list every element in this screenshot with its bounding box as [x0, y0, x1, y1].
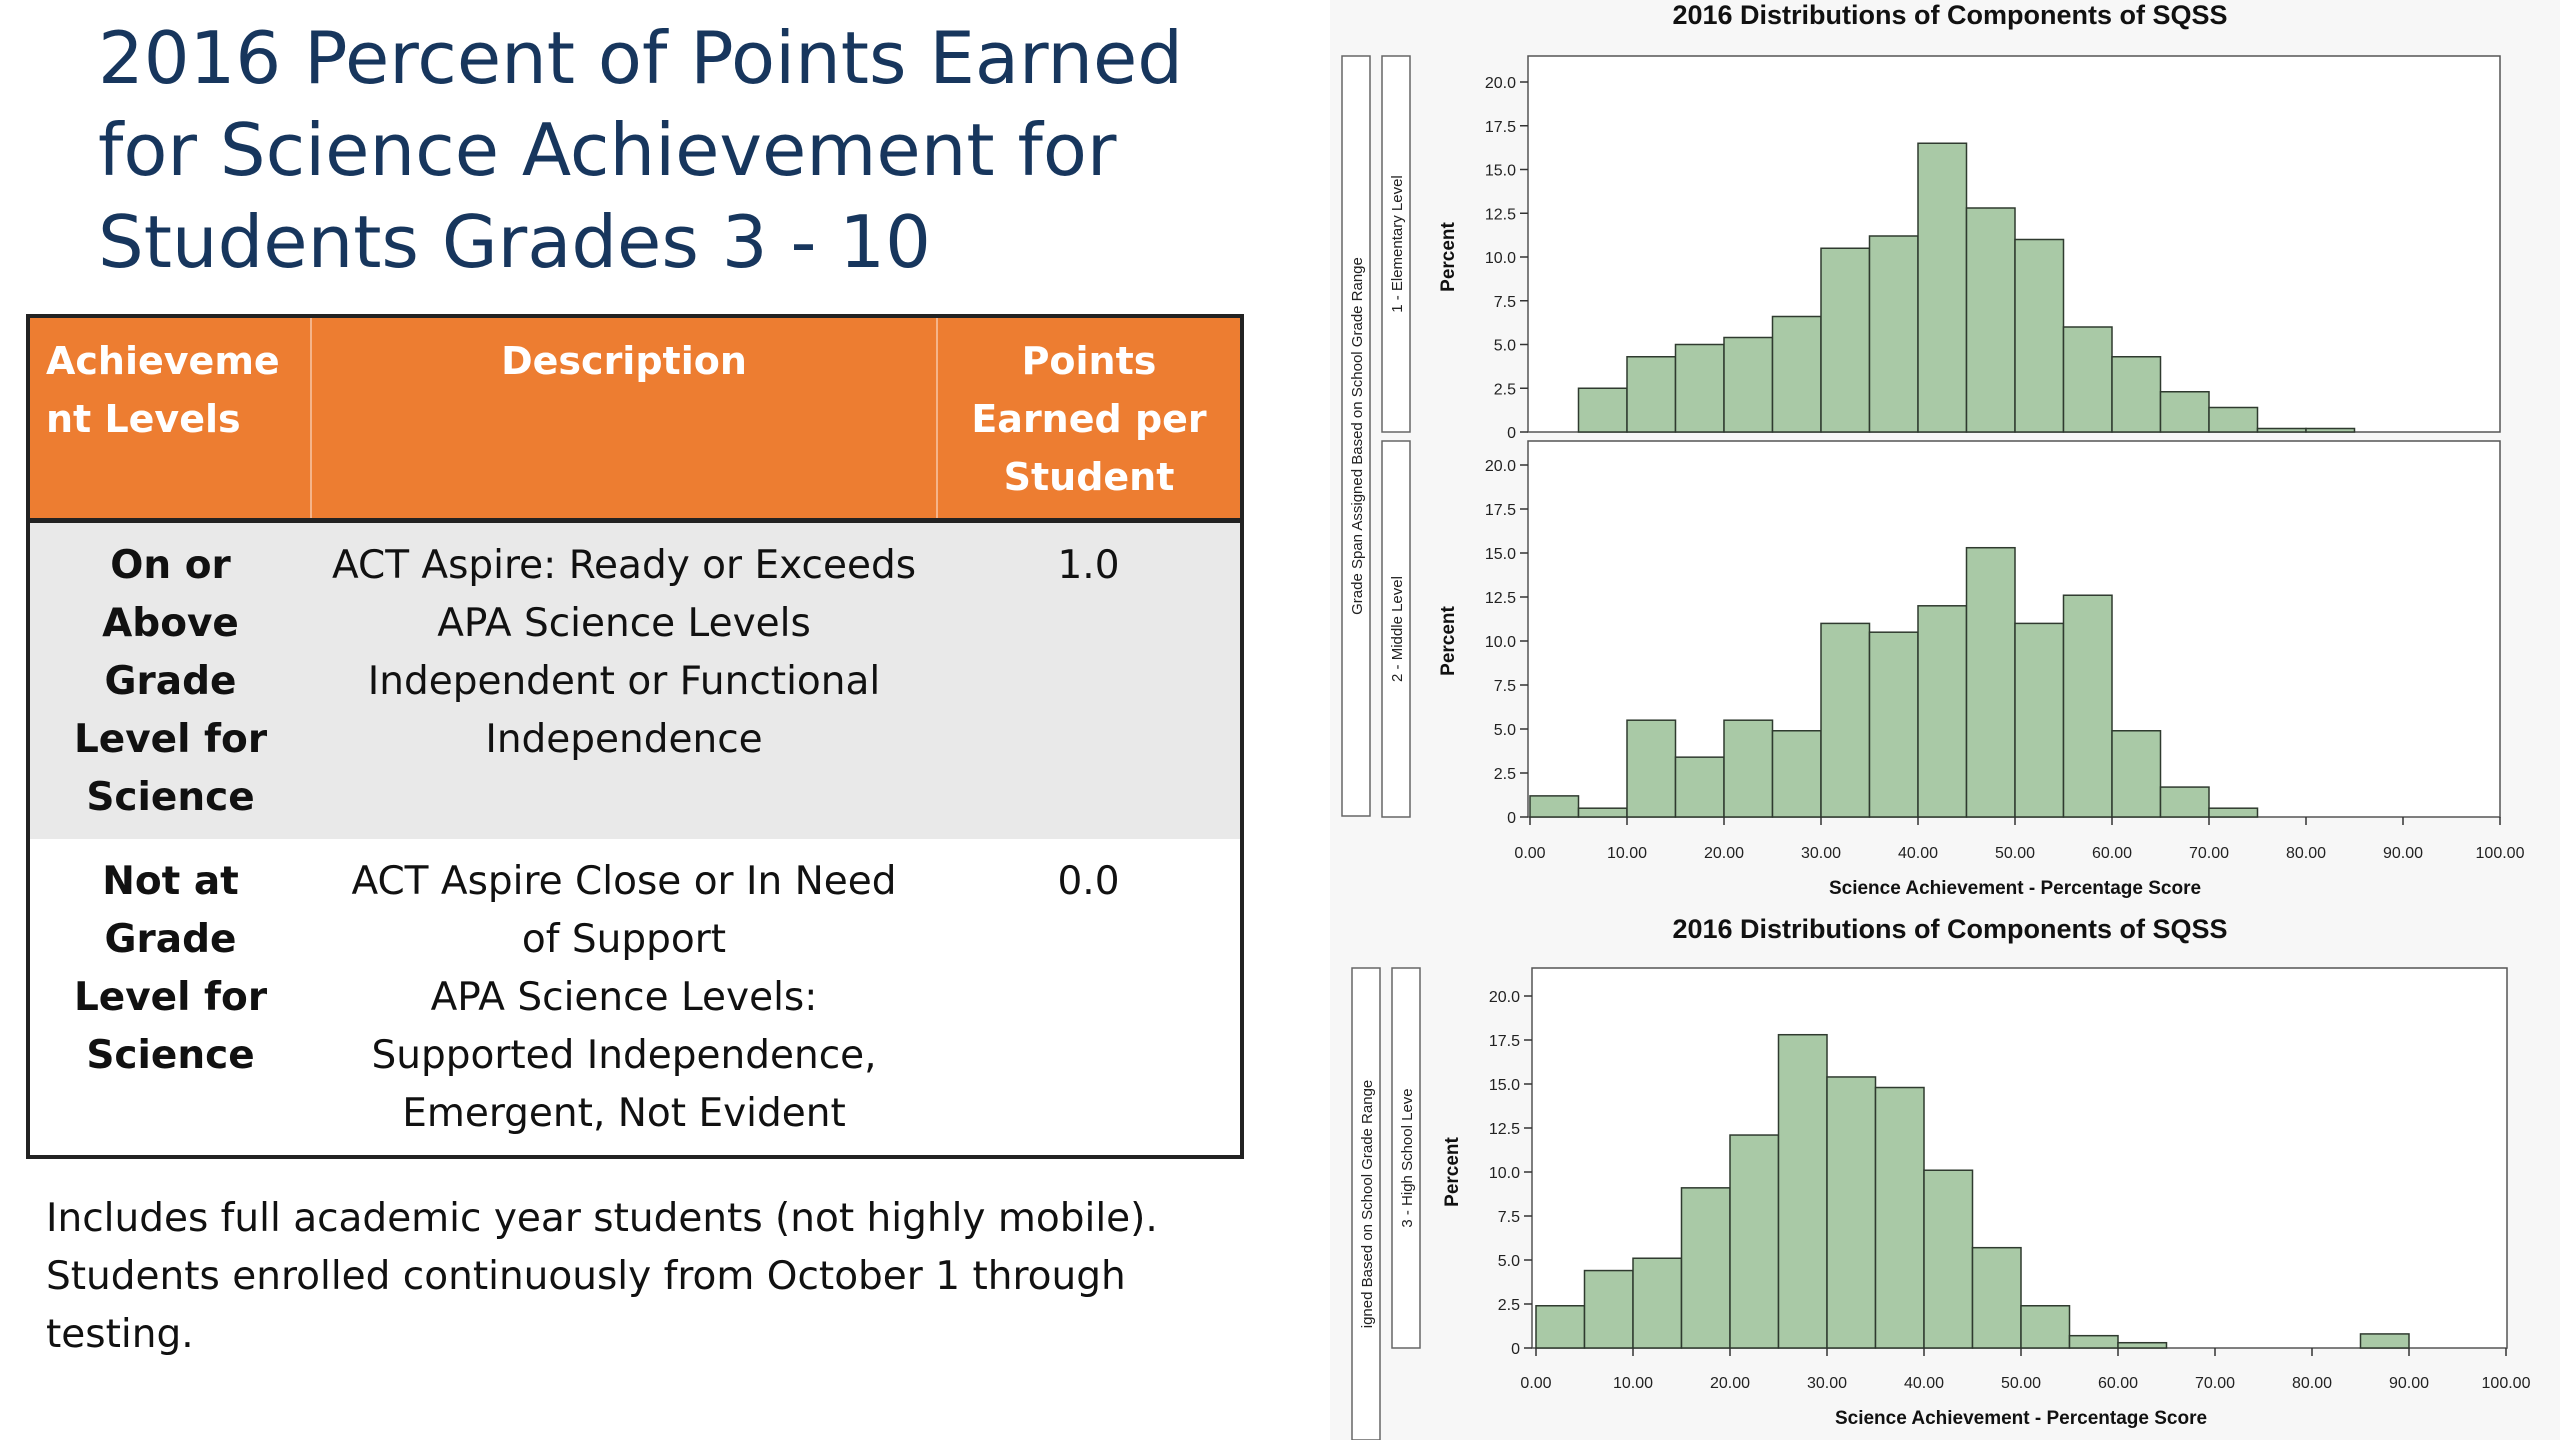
histogram-charts — [1330, 0, 2560, 1440]
description-line: Emergent, Not Evident — [402, 1091, 846, 1136]
y-tick-label: 20.0 — [1484, 458, 1516, 475]
histogram-bar — [2112, 357, 2161, 432]
y-tick-label: 7.5 — [1493, 678, 1516, 695]
histogram-bar — [2015, 240, 2064, 433]
y-tick-label: 17.5 — [1488, 1033, 1520, 1050]
achievement-levels-table — [26, 314, 1244, 1159]
x-tick-label: 70.00 — [2188, 845, 2230, 862]
x-tick-label: 90.00 — [2388, 1375, 2430, 1392]
histogram-bar — [2015, 623, 2064, 817]
histogram-bar — [1682, 1188, 1731, 1348]
y-tick-label: 15.0 — [1484, 162, 1516, 180]
histogram-bar — [1773, 731, 1822, 817]
histogram-bar — [1633, 1258, 1682, 1348]
level-cell: On or Above Grade Level for Science — [28, 521, 311, 840]
x-tick-label: 30.00 — [1806, 1375, 1848, 1392]
x-tick-label: 80.00 — [2285, 845, 2327, 862]
histogram-bar — [1967, 208, 2016, 432]
histogram-bar — [2070, 1336, 2119, 1348]
points-cell: 1.0 — [937, 521, 1242, 840]
histogram-bar — [1585, 1271, 1634, 1348]
footnote-line-3: testing. — [46, 1312, 194, 1357]
description-line: ACT Aspire: Ready or Exceeds — [331, 543, 917, 588]
histogram-bar — [1924, 1170, 1973, 1348]
x-tick-label: 100.00 — [2475, 845, 2525, 862]
histogram-bar — [1870, 632, 1919, 817]
chart-title: 2016 Distributions of Components of SQSS — [1672, 0, 2228, 30]
histogram-bar — [1967, 548, 2016, 817]
y-axis-label: Percent — [1438, 222, 1459, 292]
histogram-bar — [1676, 757, 1725, 817]
histogram-bar — [1724, 338, 1773, 433]
title-line-2: for Science Achievement for — [98, 108, 1117, 192]
y-tick-label: 0 — [1511, 1341, 1520, 1358]
y-tick-label: 2.5 — [1493, 381, 1516, 399]
footnote-line-2: Students enrolled continuously from October 1 through — [46, 1254, 1126, 1299]
y-tick-label: 10.0 — [1484, 250, 1516, 267]
histogram-bar — [1536, 1306, 1585, 1348]
table-header-row — [28, 316, 1242, 521]
y-tick-label: 15.0 — [1484, 546, 1516, 563]
histogram-bar — [2064, 327, 2113, 432]
histogram-bar — [2258, 429, 2307, 433]
description-cell — [311, 521, 937, 840]
y-tick-label: 5.0 — [1497, 1253, 1520, 1270]
title-line-1: 2016 Percent of Points Earned — [98, 16, 1183, 100]
panel-label: 1 - Elementary Level — [1389, 175, 1406, 313]
histogram-bar — [1579, 808, 1628, 817]
footnote-line-1: Includes full academic year students (not highly mobile). — [46, 1196, 1158, 1241]
histogram-bar — [1876, 1088, 1925, 1348]
y-tick-label: 17.5 — [1484, 118, 1516, 136]
y-tick-label: 2.5 — [1497, 1297, 1520, 1314]
x-tick-label: 40.00 — [1897, 845, 1939, 862]
histogram-bar — [1779, 1035, 1828, 1348]
header-points-earned: Points Earned per Student — [937, 316, 1242, 521]
y-tick-label: 7.5 — [1497, 1209, 1520, 1226]
y-axis-label: Percent — [1438, 606, 1459, 676]
histogram-bar — [1676, 345, 1725, 433]
header-achievement-levels: Achieveme nt Levels — [28, 316, 311, 521]
y-tick-label: 15.0 — [1488, 1077, 1520, 1094]
x-axis-label: Science Achievement - Percentage Score — [1828, 878, 2202, 899]
y-tick-label: 12.5 — [1484, 590, 1516, 607]
x-tick-label: 30.00 — [1800, 845, 1842, 862]
histogram-bar — [1730, 1135, 1779, 1348]
y-tick-label: 12.5 — [1484, 206, 1516, 224]
y-tick-label: 12.5 — [1488, 1121, 1520, 1138]
y-tick-label: 10.0 — [1488, 1165, 1520, 1182]
y-tick-label: 17.5 — [1484, 502, 1516, 519]
histogram-bar — [2021, 1306, 2070, 1348]
chart-title: 2016 Distributions of Components of SQSS — [1672, 914, 2228, 944]
x-tick-label: 0.00 — [1520, 1375, 1552, 1392]
y-tick-label: 10.0 — [1484, 634, 1516, 651]
histogram-bar — [2064, 595, 2113, 817]
header-description: Description — [311, 316, 937, 521]
table-row — [28, 839, 1242, 1157]
x-tick-label: 60.00 — [2091, 845, 2133, 862]
y-tick-label: 5.0 — [1493, 722, 1516, 739]
histogram-bar — [1973, 1248, 2022, 1348]
x-tick-label: 20.00 — [1703, 845, 1745, 862]
panel-label: 3 - High School Leve — [1399, 1088, 1416, 1228]
histogram-bar — [2209, 408, 2258, 433]
y-tick-label: 2.5 — [1493, 766, 1516, 783]
x-tick-label: 10.00 — [1612, 1375, 1654, 1392]
x-axis-label: Science Achievement - Percentage Score — [1834, 1408, 2208, 1429]
description-line: APA Science Levels: — [430, 975, 818, 1020]
x-tick-label: 60.00 — [2097, 1375, 2139, 1392]
y-axis-label: Percent — [1442, 1137, 1463, 1207]
outer-strip-label: Grade Span Assigned Based on School Grade Range — [1349, 257, 1366, 615]
histogram-bar — [2306, 429, 2355, 433]
histogram-bar — [1918, 143, 1967, 432]
histogram-bar — [1827, 1077, 1876, 1348]
description-line: of Support — [521, 917, 727, 962]
histogram-bar — [2361, 1334, 2410, 1348]
x-tick-label: 90.00 — [2382, 845, 2424, 862]
slide-title — [98, 12, 1298, 288]
x-tick-label: 80.00 — [2291, 1375, 2333, 1392]
histogram-bar — [2209, 808, 2258, 817]
x-tick-label: 20.00 — [1709, 1375, 1751, 1392]
y-tick-label: 20.0 — [1488, 989, 1520, 1006]
histogram-bar — [1579, 388, 1628, 432]
description-line: Independent or Functional — [367, 659, 881, 704]
histogram-bar — [2112, 731, 2161, 817]
x-tick-label: 50.00 — [1994, 845, 2036, 862]
x-tick-label: 70.00 — [2194, 1375, 2236, 1392]
histogram-bar — [2118, 1343, 2167, 1348]
description-line: ACT Aspire Close or In Need — [351, 859, 897, 904]
title-line-3: Students Grades 3 - 10 — [98, 200, 931, 284]
histogram-bar — [1627, 720, 1676, 817]
x-tick-label: 0.00 — [1514, 845, 1546, 862]
histogram-bar — [1870, 236, 1919, 432]
y-tick-label: 20.0 — [1484, 75, 1516, 92]
description-line: Independence — [485, 717, 763, 762]
table-row — [28, 521, 1242, 840]
histogram-bar — [1773, 317, 1822, 433]
level-cell: Not at Grade Level for Science — [28, 839, 311, 1157]
histogram-bar — [1627, 357, 1676, 432]
y-tick-label: 0 — [1507, 425, 1516, 442]
histogram-bar — [1821, 248, 1870, 432]
x-tick-label: 10.00 — [1606, 845, 1648, 862]
points-cell: 0.0 — [937, 839, 1242, 1157]
x-tick-label: 40.00 — [1903, 1375, 1945, 1392]
x-tick-label: 100.00 — [2481, 1375, 2531, 1392]
histogram-bar — [1821, 623, 1870, 817]
outer-strip-label: igned Based on School Grade Range — [1359, 1079, 1376, 1329]
histogram-bar — [2161, 787, 2210, 817]
y-tick-label: 0 — [1507, 810, 1516, 827]
panel-label: 2 - Middle Level — [1389, 576, 1406, 682]
x-tick-label: 50.00 — [2000, 1375, 2042, 1392]
description-line: Supported Independence, — [371, 1033, 877, 1078]
histogram-bar — [1918, 606, 1967, 817]
histogram-bar — [1724, 720, 1773, 817]
y-tick-label: 5.0 — [1493, 337, 1516, 355]
footnote — [46, 1190, 1226, 1364]
histogram-bar — [2161, 392, 2210, 432]
histogram-bar — [1530, 796, 1579, 817]
description-cell — [311, 839, 937, 1157]
description-line: APA Science Levels — [437, 601, 811, 646]
y-tick-label: 7.5 — [1493, 293, 1516, 311]
